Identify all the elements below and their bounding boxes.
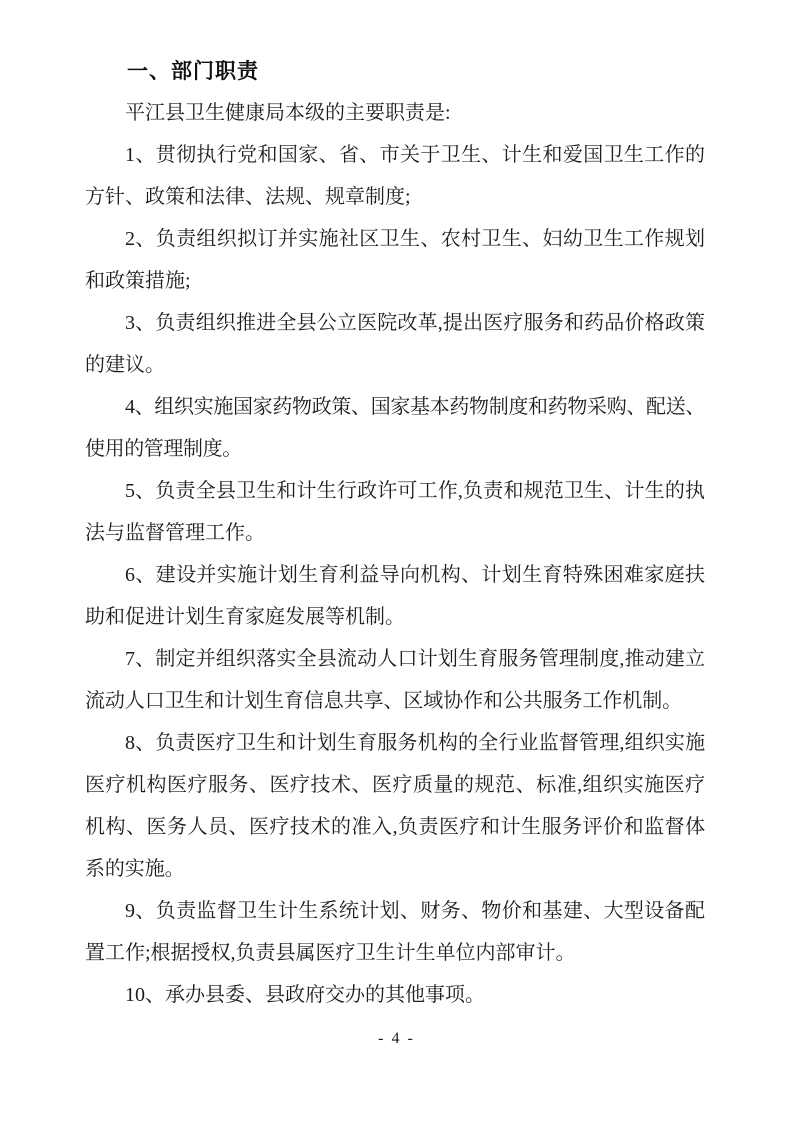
intro-paragraph: 平江县卫生健康局本级的主要职责是: bbox=[125, 102, 451, 124]
duty-item-7: 7、制定并组织落实全县流动人口计划生育服务管理制度,推动建立流动人口卫生和计划生育信息共享、区域协作和公共服务工作机制。 bbox=[85, 648, 705, 712]
duty-item-8: 8、负责医疗卫生和计划生育服务机构的全行业监督管理,组织实施医疗机构医疗服务、医疗技术、医疗质量的规范、标准,组织实施医疗机构、医务人员、医疗技术的准入,负责医疗和计生服务评价和监督体系的实施。 bbox=[85, 732, 705, 880]
duty-item-10: 10、承办县委、县政府交办的其他事项。 bbox=[125, 984, 485, 1006]
page-number: - 4 - bbox=[378, 1030, 415, 1047]
duty-item-6: 6、建设并实施计划生育利益导向机构、计划生育特殊困难家庭扶助和促进计划生育家庭发展等机制。 bbox=[85, 564, 705, 628]
duty-item-3: 3、负责组织推进全县公立医院改革,提出医疗服务和药品价格政策的建议。 bbox=[85, 312, 705, 376]
duty-item-2: 2、负责组织拟订并实施社区卫生、农村卫生、妇幼卫生工作规划和政策措施; bbox=[85, 228, 705, 292]
duty-item-1: 1、贯彻执行党和国家、省、市关于卫生、计生和爱国卫生工作的方针、政策和法律、法规、规章制度; bbox=[85, 144, 705, 208]
section-heading: 一、部门职责 bbox=[127, 59, 259, 83]
duty-item-5: 5、负责全县卫生和计生行政许可工作,负责和规范卫生、计生的执法与监督管理工作。 bbox=[85, 480, 705, 544]
document-content bbox=[85, 50, 705, 1016]
duty-item-4: 4、组织实施国家药物政策、国家基本药物制度和药物采购、配送、使用的管理制度。 bbox=[85, 396, 705, 460]
duty-item-9: 9、负责监督卫生计生系统计划、财务、物价和基建、大型设备配置工作;根据授权,负责县属医疗卫生计生单位内部审计。 bbox=[85, 900, 705, 964]
